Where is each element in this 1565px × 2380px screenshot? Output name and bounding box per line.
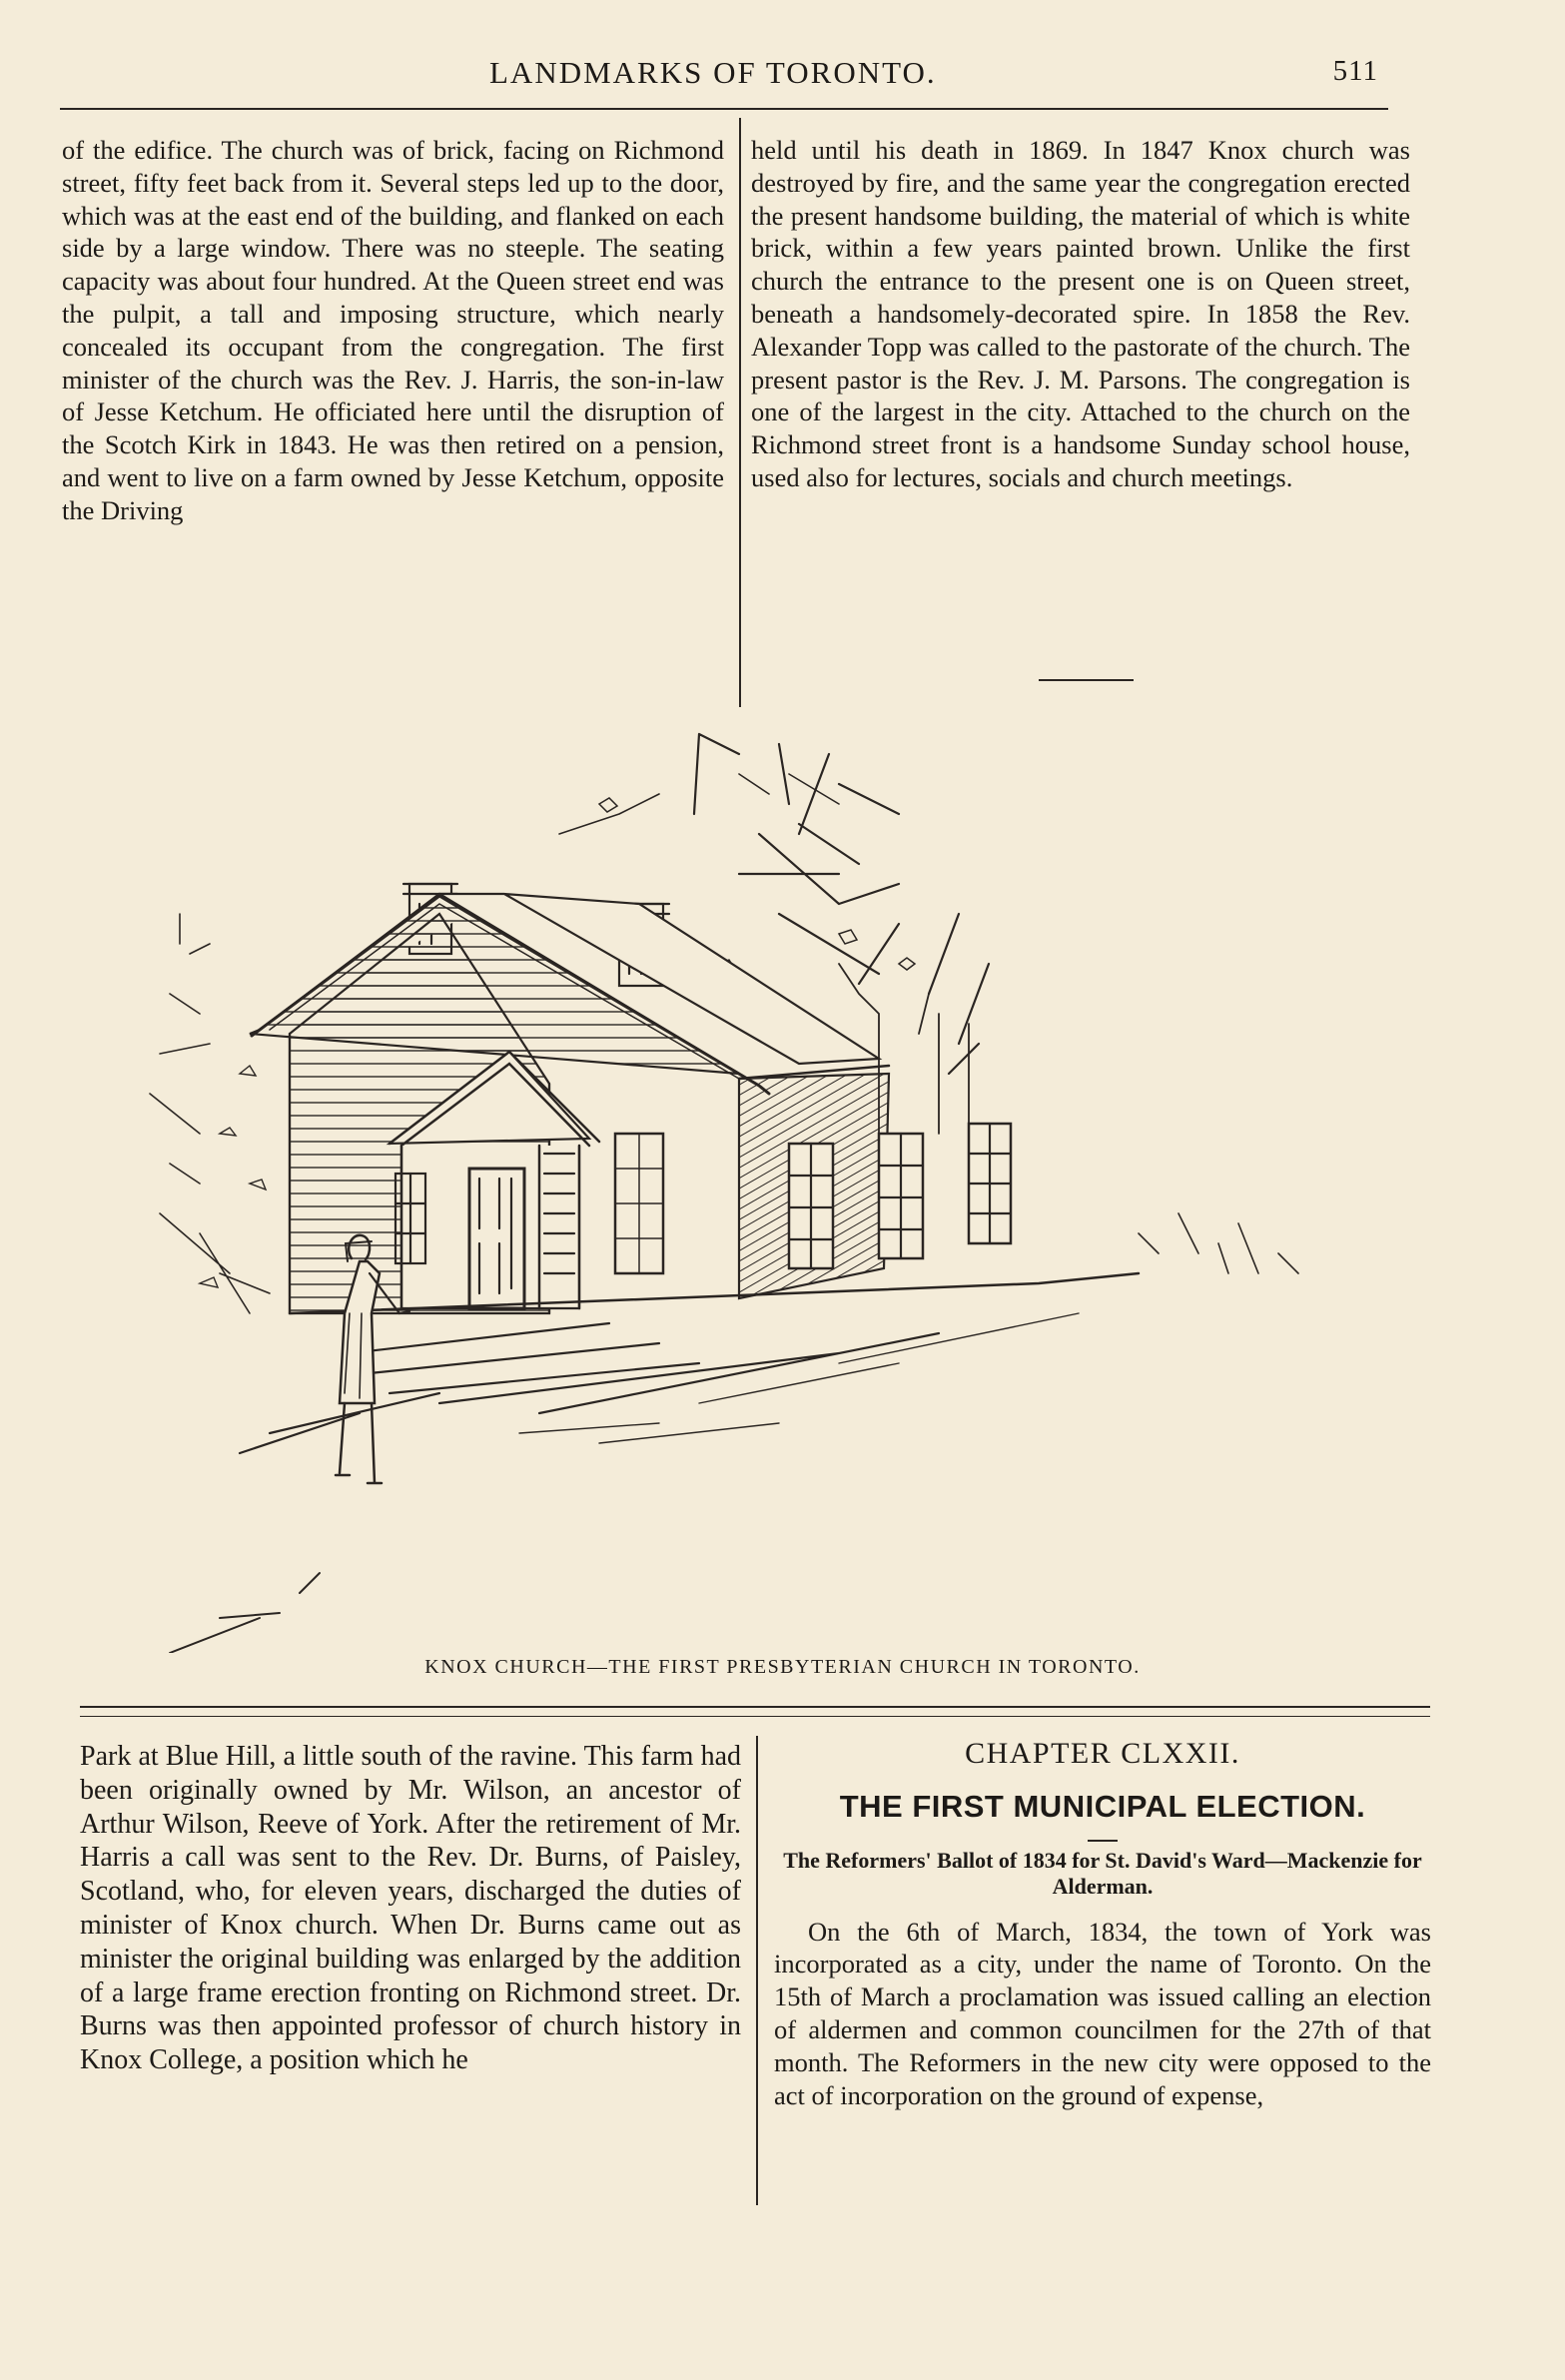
running-title: LANDMARKS OF TORONTO. [489,55,937,90]
text-column-top-left [62,134,724,527]
column-divider [756,1736,758,2205]
chapter-subtitle: The Reformers' Ballot of 1834 for St. David's Ward—Mackenzie for Alderman. [783,1847,1422,1899]
paragraph: held until his death in 1869. In 1847 Knox church was destroyed by fire, and the same year the congregation erected the present handsome building, the material of which is white brick, within a few years painted brown. Unlike the first church the entrance to the present one is on Queen street, beneath a handsomely-decorated spire. In 1858 the Rev. Alexander Topp was called to the pastorate of the church. The present pastor is the Rev. J. M. Parsons. The congregation is one of the largest in the city. Attached to the church on the Richmond street front is a handsome Sunday school house, used also for lectures, socials and church meetings. [751,135,1410,492]
chapter-title: THE FIRST MUNICIPAL ELECTION. [839,1788,1366,1824]
section-end-rule [1039,679,1134,681]
column-divider [739,118,741,707]
header-rule [60,108,1388,110]
page-number: 511 [1332,55,1378,87]
text-column-bottom-left [80,1740,741,2077]
paragraph: of the edifice. The church was of brick, facing on Richmond street, fifty feet back from it. Several steps led up to the door, which was at the east end of the building, and flanked on each side by a large window. There was no steeple. The seating capacity was about four hundred. At the Queen street end was the pulpit, a tall and imposing structure, which nearly concealed its occupant from the congregation. The first minister of the church was the Rev. J. Harris, the son-in-law of Jesse Ketchum. He officiated here until the disruption of the Scotch Kirk in 1843. He was then retired on a pension, and went to live on a farm owned by Jesse Ketchum, opposite the Driving [62,135,724,525]
paragraph: On the 6th of March, 1834, the town of York was incorporated as a city, under the name of Toronto. On the 15th of March a proclamation was issued calling an election of aldermen and common councilmen for the 27th of that month. The Reformers in the new city were opposed to the act of incorporation on the ground of expense, [774,1916,1431,2110]
knox-church-illustration [140,714,1358,1653]
paragraph: Park at Blue Hill, a little south of the ravine. This farm had been originally owned by Mr. Wilson, an ancestor of Arthur Wilson, Reeve of York. After the retirement of Mr. Harris a call was sent to the Rev. Dr. Burns, of Paisley, Scotland, who, for eleven years, discharged the duties of minister of Knox church. When Dr. Burns came out as minister the original building was enlarged by the addition of a large frame erection fronting on Richmond street. Dr. Burns was then appointed professor of church history in Knox College, a position which he [80,1741,741,2076]
caption-rule [80,1716,1430,1717]
caption-rule [80,1706,1430,1708]
running-head [60,55,1378,95]
text-column-bottom-right [774,1738,1431,2111]
text-column-top-right [751,134,1410,494]
title-rule [1088,1840,1118,1842]
chapter-heading: CHAPTER CLXXII. [965,1737,1240,1770]
figure-caption: KNOX CHURCH—THE FIRST PRESBYTERIAN CHURCH IN TORONTO. [424,1656,1141,1678]
